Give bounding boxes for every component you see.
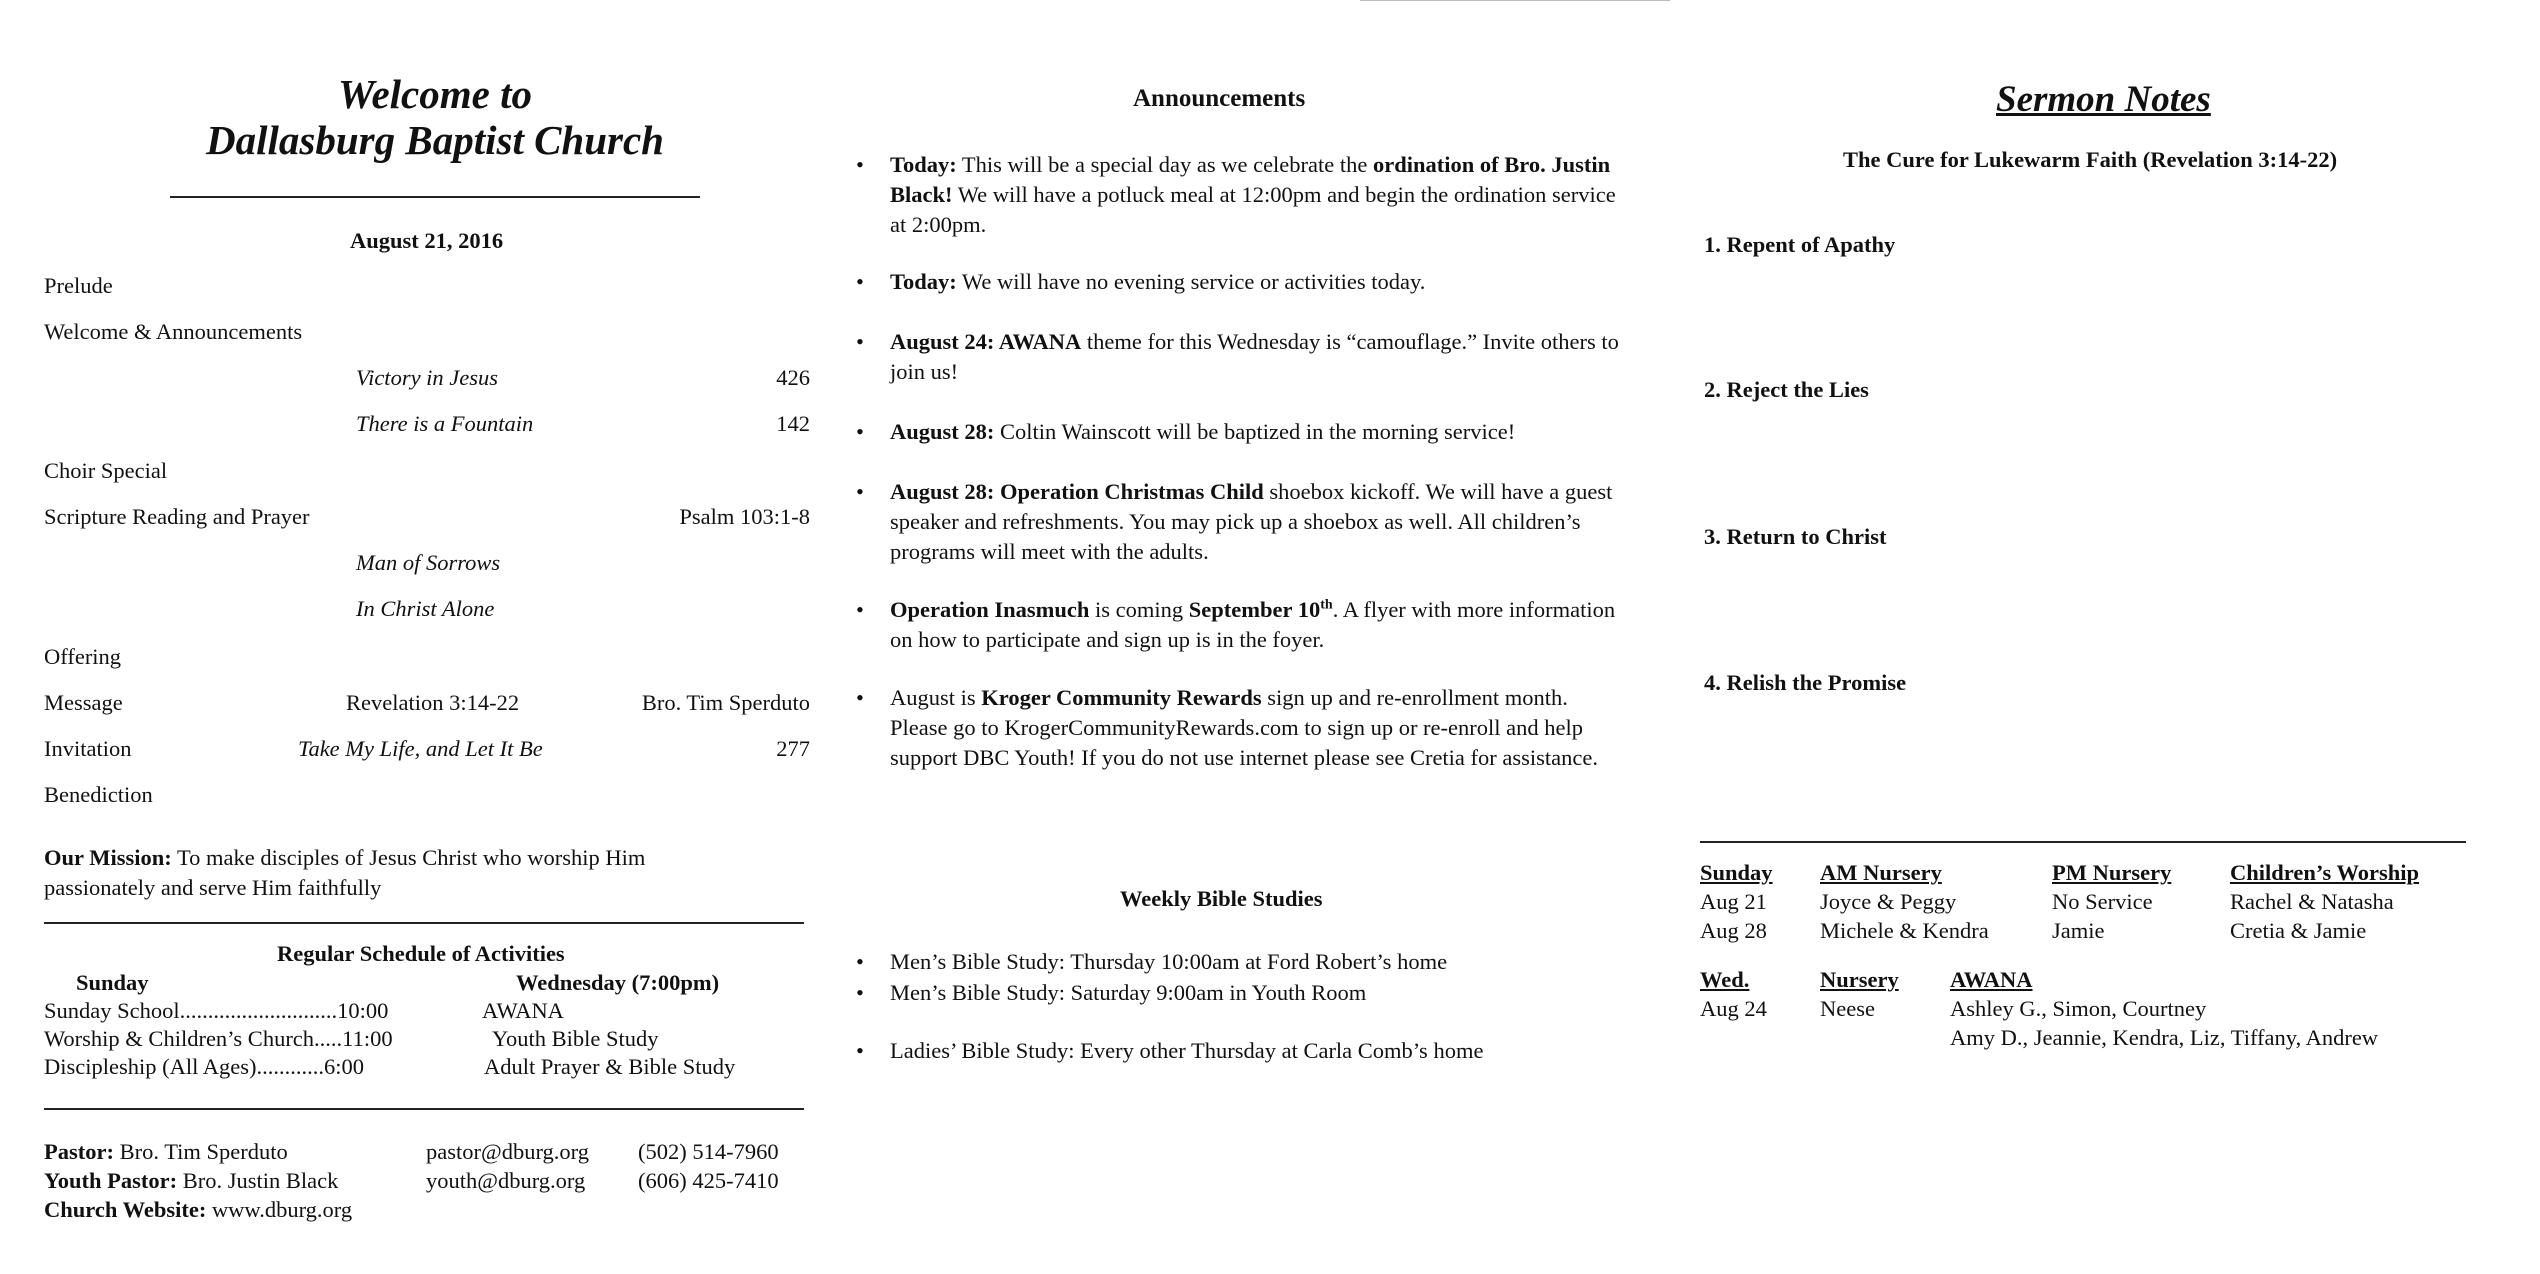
bullet: • bbox=[856, 949, 864, 974]
announcement-emphasis: September 10 bbox=[1188, 597, 1321, 622]
announcement-emphasis: Operation Inasmuch bbox=[890, 597, 1090, 622]
bullet: • bbox=[856, 329, 864, 354]
sermon-point: 4. Relish the Promise bbox=[1704, 670, 1907, 695]
song-title: There is a Fountain bbox=[356, 411, 534, 436]
announcement-item bbox=[856, 267, 1630, 297]
contact-line bbox=[44, 1166, 338, 1196]
order-label: Scripture Reading and Prayer bbox=[44, 504, 310, 529]
order-label: Choir Special bbox=[44, 458, 168, 483]
service-date: August 21, 2016 bbox=[350, 228, 504, 253]
announcement-segment: Coltin Wainscott will be baptized in the morning service! bbox=[994, 419, 1516, 444]
schedule-sunday-item: Discipleship (All Ages)............6:00 bbox=[44, 1054, 364, 1079]
nursery-cell: Jamie bbox=[2052, 918, 2105, 943]
announcement-segment: shoebox kickoff. We will have a guest speaker and refreshments. You may pick up a shoebox as well. All children’s programs will meet with the adults. bbox=[890, 479, 1613, 565]
announcement-emphasis: Today: bbox=[890, 269, 957, 294]
announcement-text bbox=[890, 595, 1630, 655]
nursery-header: Children’s Worship bbox=[2230, 860, 2420, 885]
wednesday-header: Wed. bbox=[1700, 967, 1750, 992]
nursery-cell: Cretia & Jamie bbox=[2230, 918, 2367, 943]
announcements-panel bbox=[850, 0, 1650, 1274]
announcement-item bbox=[856, 595, 1630, 655]
bullet: • bbox=[856, 152, 864, 177]
schedule-wednesday-item: AWANA bbox=[482, 998, 564, 1023]
song-title: Take My Life, and Let It Be bbox=[298, 736, 543, 761]
welcome-panel bbox=[40, 0, 810, 1274]
announcement-emphasis: Today: bbox=[890, 152, 957, 177]
nursery-header: PM Nursery bbox=[2052, 860, 2172, 885]
schedule-sunday-item: Sunday School............................10:00 bbox=[44, 998, 389, 1023]
order-label: Invitation bbox=[44, 736, 132, 761]
schedule-sunday-item: Worship & Children’s Church.....11:00 bbox=[44, 1026, 393, 1051]
contacts-divider bbox=[44, 1108, 804, 1110]
bible-study-item bbox=[856, 978, 1630, 1008]
announcement-emphasis: August 24: AWANA bbox=[890, 329, 1082, 354]
order-number: 277 bbox=[776, 736, 810, 761]
announcement-text bbox=[890, 150, 1630, 240]
bullet: • bbox=[856, 1038, 864, 1063]
announcement-text bbox=[890, 417, 1630, 447]
bullet: • bbox=[856, 980, 864, 1005]
contact-email: youth@dburg.org bbox=[426, 1168, 586, 1193]
bible-studies-title: Weekly Bible Studies bbox=[1120, 886, 1323, 911]
announcement-emphasis: August 28: Operation Christmas Child bbox=[890, 479, 1264, 504]
announcement-segment: is coming bbox=[1089, 597, 1189, 622]
announcement-segment: . A flyer with more information on how to participate and sign up is in the foyer. bbox=[890, 597, 1616, 653]
announcement-emphasis: th bbox=[1320, 597, 1333, 613]
announcement-item bbox=[856, 417, 1630, 447]
nursery-header: AM Nursery bbox=[1820, 860, 1942, 885]
awana-volunteers-line-2: Amy D., Jeannie, Kendra, Liz, Tiffany, Andrew bbox=[1950, 1025, 2379, 1050]
schedule-wednesday-item: Youth Bible Study bbox=[492, 1026, 659, 1051]
announcement-emphasis: August 28: bbox=[890, 419, 995, 444]
order-label: Prelude bbox=[44, 273, 113, 298]
announcement-text bbox=[890, 267, 1630, 297]
announcement-item bbox=[856, 327, 1630, 387]
nursery-cell: Joyce & Peggy bbox=[1820, 889, 1957, 914]
schedule-wednesday-item: Adult Prayer & Bible Study bbox=[484, 1054, 736, 1079]
wednesday-header: Nursery bbox=[1820, 967, 1899, 992]
nursery-cell: Aug 28 bbox=[1700, 918, 1767, 943]
nursery-divider bbox=[1700, 841, 2466, 843]
sermon-subtitle: The Cure for Lukewarm Faith (Revelation 3:14-22) bbox=[1843, 147, 2338, 172]
schedule-title: Regular Schedule of Activities bbox=[277, 941, 565, 966]
announcement-item bbox=[856, 477, 1630, 567]
bible-study-text: Men’s Bible Study: Thursday 10:00am at Ford Robert’s home bbox=[890, 949, 1448, 974]
website-label: Church Website: bbox=[44, 1197, 207, 1222]
nursery-cell: Michele & Kendra bbox=[1820, 918, 1989, 943]
order-number: Bro. Tim Sperduto bbox=[641, 690, 810, 715]
order-label: Message bbox=[44, 690, 123, 715]
bible-study-item bbox=[856, 1036, 1630, 1066]
bullet: • bbox=[856, 269, 864, 294]
schedule-sunday-head: Sunday bbox=[76, 970, 149, 995]
announcements-title: Announcements bbox=[1133, 85, 1306, 112]
nursery-cell: Rachel & Natasha bbox=[2230, 889, 2394, 914]
announcement-text bbox=[890, 477, 1630, 567]
contact-name: Bro. Tim Sperduto bbox=[113, 1139, 288, 1164]
title-line-1: Welcome to bbox=[338, 71, 532, 117]
announcement-segment: We will have no evening service or activities today. bbox=[956, 269, 1426, 294]
announcement-text bbox=[890, 327, 1630, 387]
contact-line bbox=[44, 1137, 288, 1167]
order-number: 142 bbox=[776, 411, 810, 436]
song-title: Man of Sorrows bbox=[356, 550, 501, 575]
schedule-top-divider bbox=[44, 922, 804, 924]
sermon-point: 1. Repent of Apathy bbox=[1704, 232, 1896, 257]
title-divider bbox=[170, 196, 700, 198]
title-line-2: Dallasburg Baptist Church bbox=[206, 116, 664, 163]
announcement-segment: We will have a potluck meal at 12:00pm and begin the ordination service at 2:00pm. bbox=[890, 182, 1616, 238]
contact-email: pastor@dburg.org bbox=[426, 1139, 590, 1164]
mission-text-2: passionately and serve Him faithfully bbox=[44, 875, 382, 900]
wednesday-header: AWANA bbox=[1950, 967, 2033, 992]
bible-study-text: Ladies’ Bible Study: Every other Thursday at Carla Comb’s home bbox=[890, 1038, 1484, 1063]
contact-phone: (502) 514-7960 bbox=[638, 1139, 779, 1164]
mission-label: Our Mission: bbox=[44, 845, 172, 870]
sermon-notes-title: Sermon Notes bbox=[1996, 79, 2211, 120]
song-title: Victory in Jesus bbox=[356, 365, 499, 390]
wednesday-cell: Aug 24 bbox=[1700, 996, 1767, 1021]
sermon-point: 2. Reject the Lies bbox=[1704, 377, 1869, 402]
announcement-item bbox=[856, 683, 1630, 773]
contact-role: Pastor: bbox=[44, 1139, 114, 1164]
mission-statement bbox=[44, 843, 645, 873]
contact-role: Youth Pastor: bbox=[44, 1168, 178, 1193]
nursery-header: Sunday bbox=[1700, 860, 1773, 885]
bible-study-item bbox=[856, 947, 1630, 977]
sermon-notes-panel bbox=[1700, 0, 2500, 1274]
bullet: • bbox=[856, 419, 864, 444]
announcement-item bbox=[856, 150, 1630, 240]
mission-text-1: To make disciples of Jesus Christ who worship Him bbox=[171, 845, 646, 870]
announcement-segment: This will be a special day as we celebrate the bbox=[956, 152, 1373, 177]
website-url: www.dburg.org bbox=[206, 1197, 353, 1222]
order-number: 426 bbox=[776, 365, 810, 390]
bullet: • bbox=[856, 597, 864, 622]
wednesday-cell: Ashley G., Simon, Courtney bbox=[1950, 996, 2207, 1021]
contact-phone: (606) 425-7410 bbox=[638, 1168, 779, 1193]
order-label: Welcome & Announcements bbox=[44, 319, 303, 344]
announcement-segment: theme for this Wednesday is “camouflage.” Invite others to join us! bbox=[890, 329, 1619, 385]
song-title: In Christ Alone bbox=[356, 596, 495, 621]
bullet: • bbox=[856, 479, 864, 504]
order-label: Offering bbox=[44, 644, 122, 669]
bullet: • bbox=[856, 685, 864, 710]
announcement-segment: August is bbox=[890, 685, 982, 710]
order-label: Benediction bbox=[44, 782, 153, 807]
scripture-reference: Revelation 3:14-22 bbox=[346, 690, 520, 715]
church-title bbox=[40, 72, 830, 164]
nursery-cell: No Service bbox=[2052, 889, 2153, 914]
announcement-emphasis: Kroger Community Rewards bbox=[981, 685, 1262, 710]
wednesday-cell: Neese bbox=[1820, 996, 1875, 1021]
website-line bbox=[44, 1195, 352, 1225]
contact-name: Bro. Justin Black bbox=[177, 1168, 339, 1193]
announcement-segment: sign up and re-enrollment month. Please go to KrogerCommunityRewards.com to sign up or re-enroll and help support DBC Youth! If you do not use internet please see Cretia for assistance. bbox=[890, 685, 1598, 771]
schedule-wednesday-head: Wednesday (7:00pm) bbox=[516, 970, 720, 995]
announcement-emphasis: ordination of Bro. Justin Black! bbox=[890, 152, 1611, 208]
announcement-text bbox=[890, 683, 1630, 773]
order-number: Psalm 103:1-8 bbox=[679, 504, 810, 529]
nursery-cell: Aug 21 bbox=[1700, 889, 1767, 914]
bible-study-text: Men’s Bible Study: Saturday 9:00am in Youth Room bbox=[890, 980, 1367, 1005]
sermon-point: 3. Return to Christ bbox=[1704, 524, 1887, 549]
